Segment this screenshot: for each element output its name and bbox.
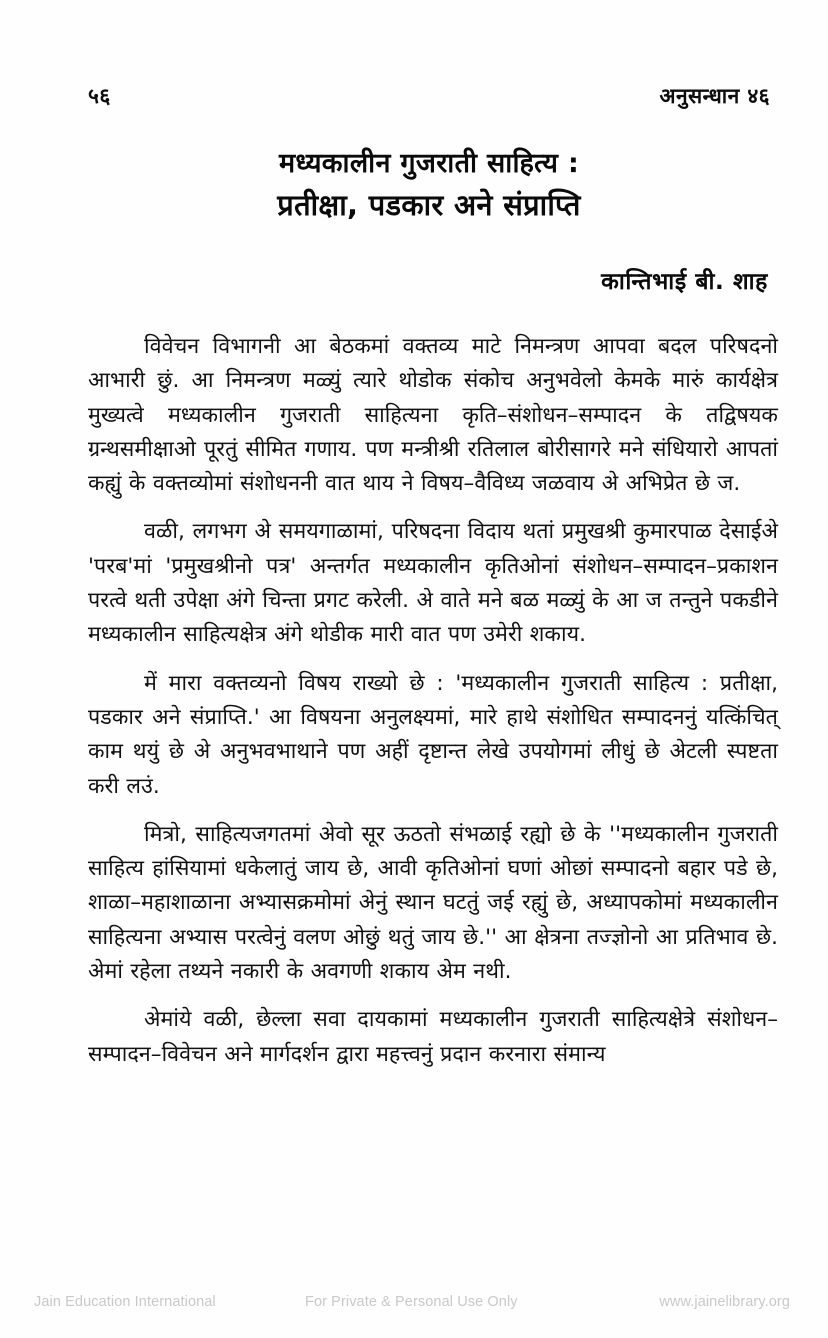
article-author: कान्तिभाई बी. शाह bbox=[601, 269, 768, 295]
running-header bbox=[88, 82, 770, 116]
body-paragraph: में मारा वक्तव्यनो विषय राख्यो छे : 'मध्यकालीन गुजराती साहित्य : प्रतीक्षा, पडकार अने संप्राप्ति.' आ विषयना अनुलक्ष्यमां, मारे हाथे संशोधित सम्पादननुं यत्किंचित् काम थयुं छे अे अनुभवभाथाने पण अहीं दृष्टान्त लेखे उपयोगमां लीधुं छे अेटली स्पष्टता करी लउं. bbox=[88, 670, 778, 799]
body-paragraph: वळी, लगभग अे समयगाळामां, परिषदना विदाय थतां प्रमुखश्री कुमारपाळ देसाईअे 'परब'मां 'प्रमुखश्रीनो पत्र' अन्तर्गत मध्यकालीन कृतिओनां संशोधन–सम्पादन–प्रकाशन परत्वे थती उपेक्षा अंगे चिन्ता प्रगट करेली. अे वाते मने बळ मळ्युं के आ ज तन्तुने पकडीने मध्यकालीन साहित्यक्षेत्र अंगे थोडीक मारी वात पण उमेरी शकाय. bbox=[88, 519, 778, 648]
article-title-block bbox=[88, 146, 770, 224]
library-watermark-footer bbox=[0, 1290, 828, 1314]
page-number: ५६ bbox=[88, 84, 111, 108]
footer-organization: Jain Education International bbox=[34, 1294, 216, 1310]
article-title-line-1: मध्यकालीन गुजराती साहित्य : bbox=[278, 148, 580, 179]
article-body bbox=[88, 330, 778, 1072]
footer-usage-notice: For Private & Personal Use Only bbox=[305, 1294, 518, 1310]
body-paragraph: अेमांये वळी, छेल्ला सवा दायकामां मध्यकालीन गुजराती साहित्यक्षेत्रे संशोधन–सम्पादन–विवेचन अने मार्गदर्शन द्वारा महत्त्वनुं प्रदान करनारा संमान्य bbox=[88, 1007, 778, 1067]
body-paragraph: विवेचन विभागनी आ बेठकमां वक्तव्य माटे निमन्त्रण आपवा बदल परिषदनो आभारी छुं. आ निमन्त्रण मळ्युं त्यारे थोडोक संकोच अनुभवेलो केमके मारुं कार्यक्षेत्र मुख्यत्वे मध्यकालीन गुजराती साहित्यना कृति–संशोधन–सम्पादन के तद्विषयक ग्रन्थसमीक्षाओ पूरतुं सीमित गणाय. पण मन्त्रीश्री रतिलाल बोरीसागरे मने संधियारो आपतां कह्युं के वक्तव्योमां संशोधननी वात थाय ने विषय–वैविध्य जळवाय अे अभिप्रेत छे ज. bbox=[88, 334, 778, 497]
journal-title-and-issue: अनुसन्धान ४६ bbox=[659, 84, 770, 108]
body-paragraph: मित्रो, साहित्यजगतमां अेवो सूर ऊठतो संभळाई रह्यो छे के ''मध्यकालीन गुजराती साहित्य हांसियामां धकेलातुं जाय छे, आवी कृतिओनां घणां ओछां सम्पादनो बहार पडे छे, शाळा–महाशाळाना अभ्यासक्रमोमां अेनुं स्थान घटतुं जई रह्युं छे, अध्यापकोमां मध्यकालीन साहित्यना अभ्यास परत्वेनुं वलण ओछुं थतुं जाय छे.'' आ क्षेत्रना तज्ज्ञोनो आ प्रतिभाव छे. अेमां रहेला तथ्यने नकारी के अवगणी शकाय अेम नथी. bbox=[88, 821, 778, 985]
footer-website: www.jainelibrary.org bbox=[659, 1294, 790, 1310]
article-title-line-2: प्रतीक्षा, पडकार अने संप्राप्ति bbox=[277, 187, 581, 222]
